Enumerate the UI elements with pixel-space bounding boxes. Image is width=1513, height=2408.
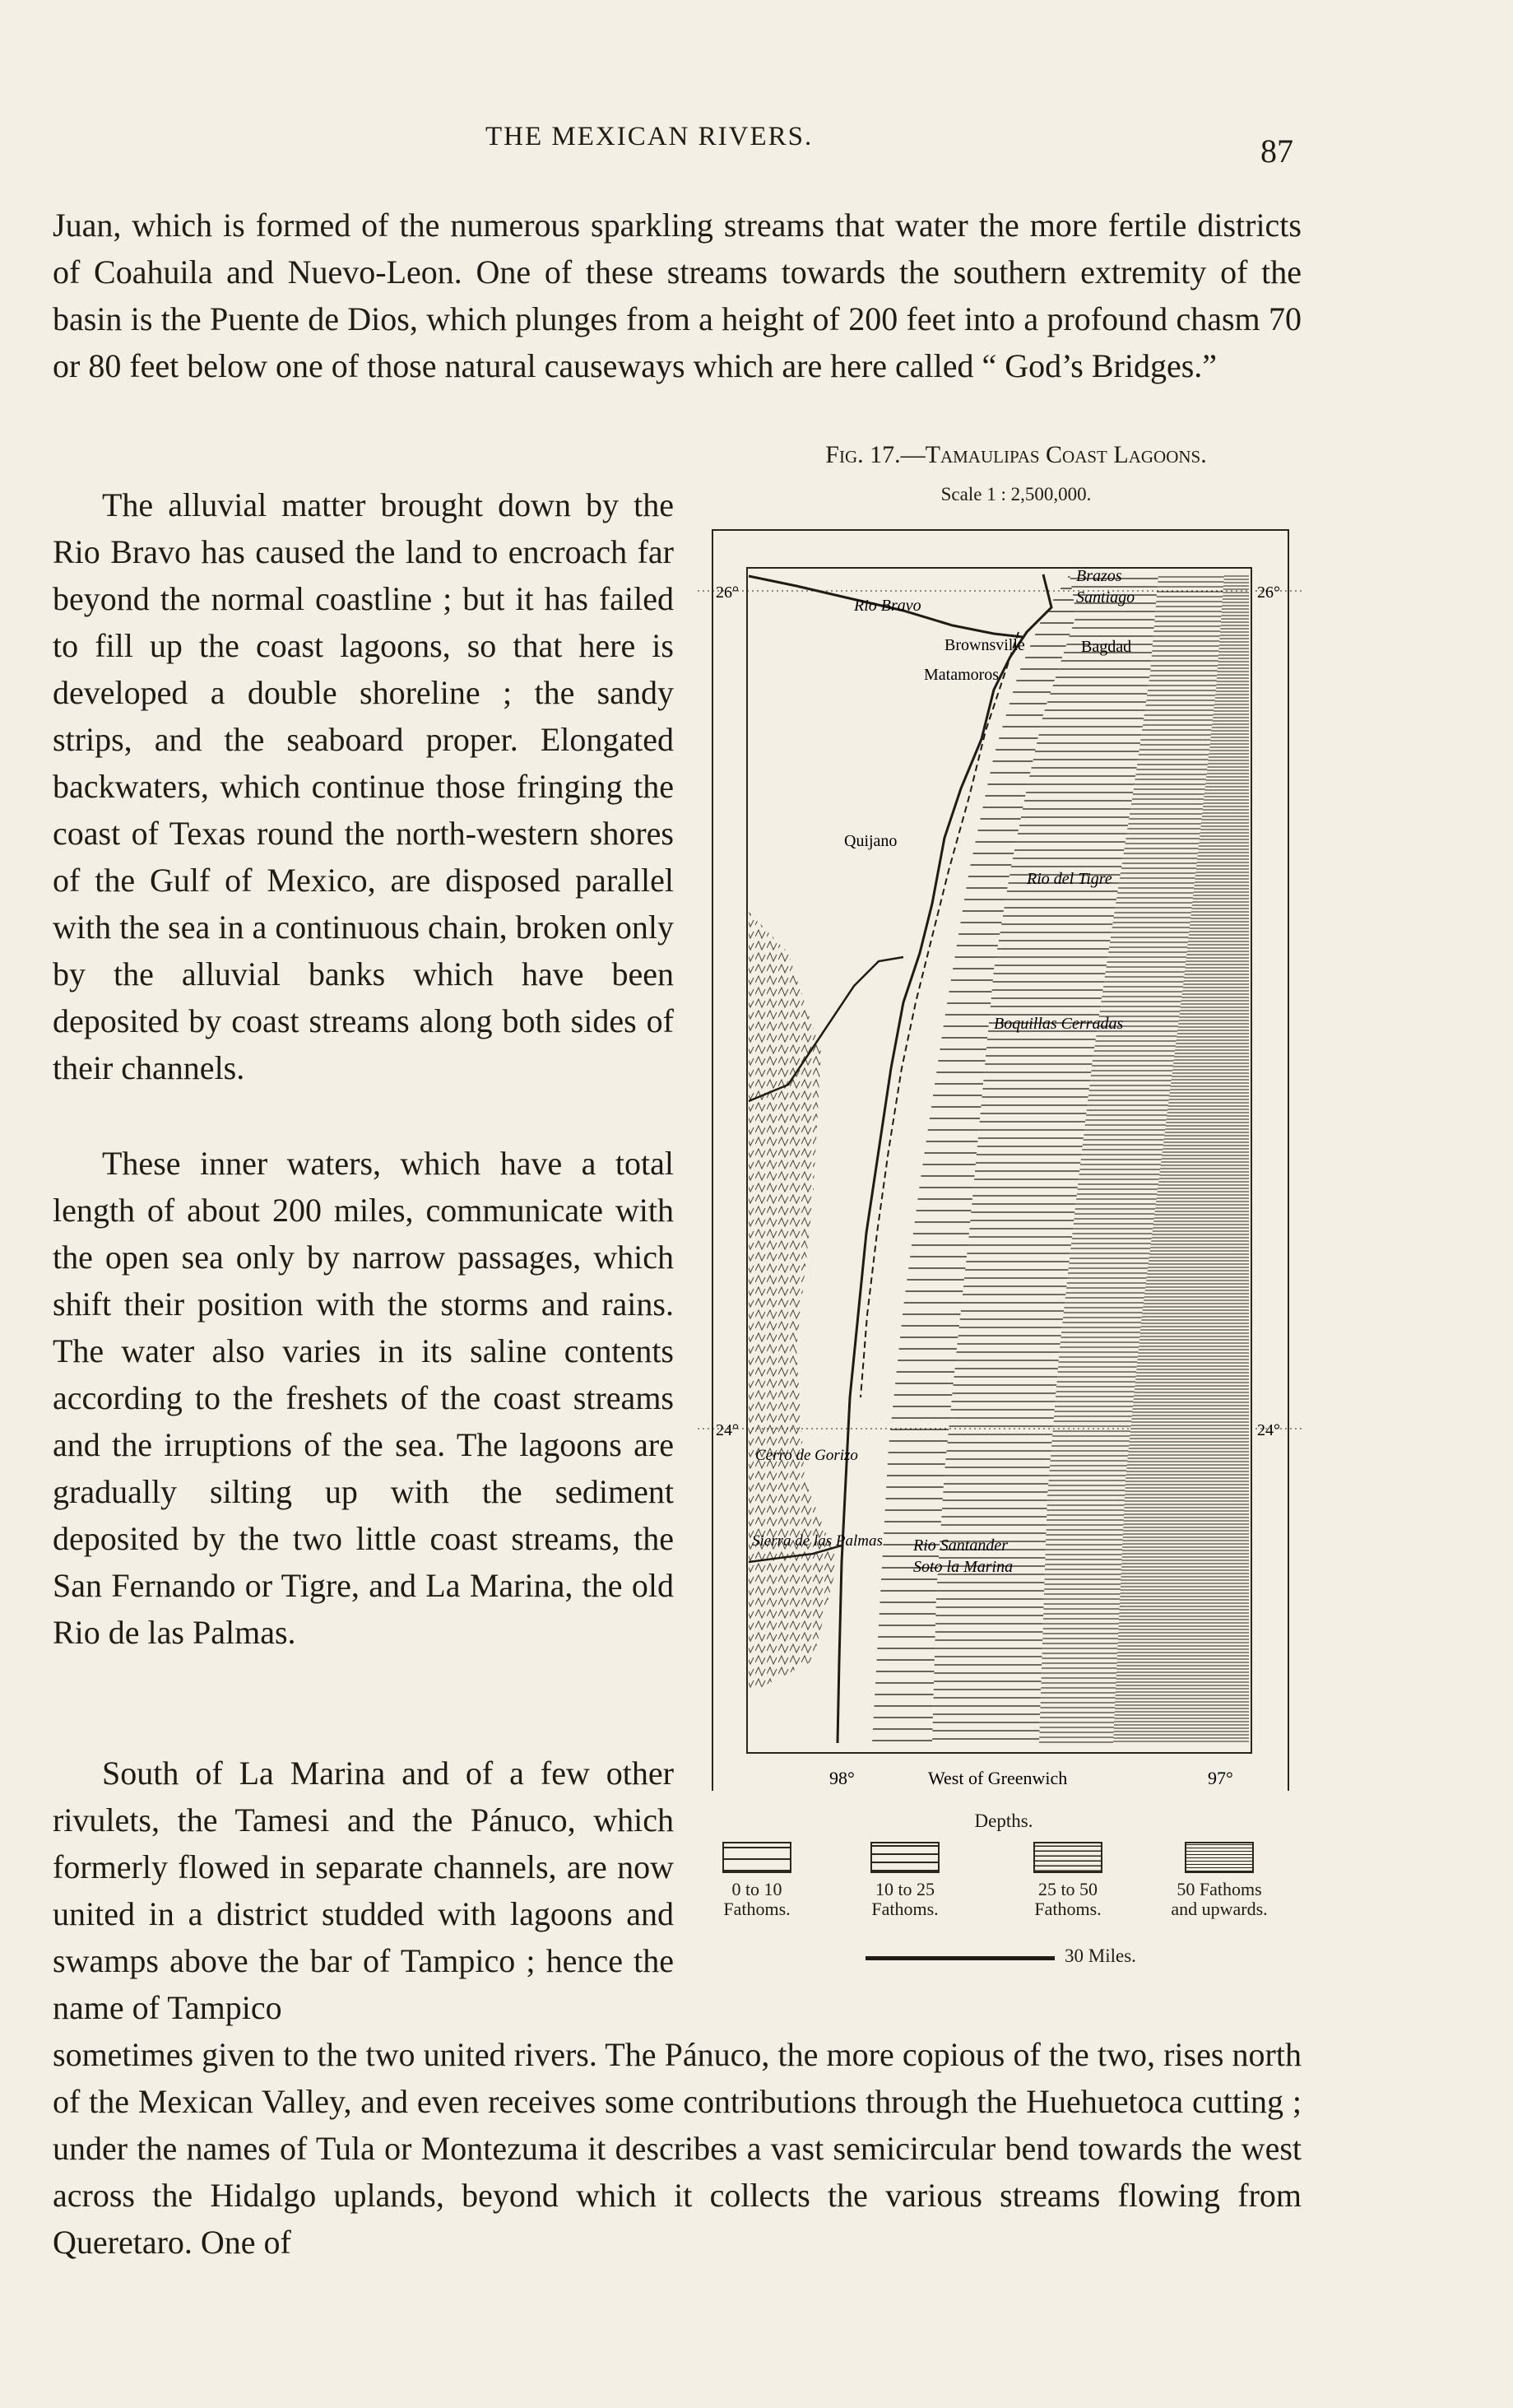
figure-scale: Scale 1 : 2,500,000. [940,484,1092,504]
legend-swatch-50-up [1185,1842,1254,1873]
paragraph-2: The alluvial matter brought down by the Rio Bravo has caused the land to encroach far beyond the normal coastline ; but it has failed to fill up the coast lagoons, so that here is developed a double shoreline ; the sandy strips, and the seaboard proper. Elongated backwaters, which continue those fringing the coast of Texas round the north-western shores of the Gulf of Mexico, are disposed parallel with the sea in a continuous chain, broken only by the alluvial banks which have been deposited by coast streams along both sides of their channels. [53,486,674,1086]
lat-24-left-label: 24° [716,1421,739,1439]
map-label-rio-santander: Rio Santander [913,1536,1008,1555]
scale-bar [866,1956,1055,1960]
paragraph-1: Juan, which is formed of the numerous sparkling streams that water the more fertile districts of Coahuila and Nuevo-Leon. One of these streams towards the southern extremity of the basin is the Puente de Dios, which plunges from a height of 200 feet into a profound chasm 70 or 80 feet below one of those natural causeways which are here called “ God’s Bridges.” [53,207,1302,384]
map-label-santiago: Santiago [1076,588,1135,607]
lat-26-left-label: 26° [716,583,739,602]
paragraph-4: South of La Marina and of a few other rivulets, the Tamesi and the Pánuco, which formerly flowed in separate channels, are now united in a district studded with lagoons and swamps above the bar of Tampico ; hence the name of Tampico [53,1755,674,2026]
lon-97-label: 97° [1208,1768,1233,1788]
legend-label: 10 to 25 Fathoms. [871,1879,939,1919]
legend-item [831,1842,979,1919]
lon-98-label: 98° [829,1768,855,1788]
paragraph-3: These inner waters, which have a total length of about 200 miles, communicate with the open sea only by narrow passages, which shift their position with the storms and rains. The water also varies in its saline contents according to the freshets of the coast streams and the irruptions of the sea. The lagoons are gradually silting up with the sediment deposited by the two little coast streams, the San Fernando or Tigre, and La Marina, the old Rio de las Palmas. [53,1145,674,1651]
map-label-rio-del-tigre: Rio del Tigre [1027,870,1112,888]
legend-swatch-10-25 [870,1842,940,1873]
map-svg [698,525,1303,1791]
map-label-matamoros: Matamoros [924,666,1000,684]
west-of-greenwich-label: West of Greenwich [928,1768,1068,1788]
map-label-cerro-de-gorizo: Cerro de Gorizo [755,1447,858,1464]
figure-caption: Fig. 17.—Tamaulipas Coast Lagoons. [825,441,1207,468]
legend-item [1145,1842,1293,1919]
legend-item [994,1842,1142,1919]
map-label-bagdad: Bagdad [1081,638,1132,656]
map-label-soto-la-marina: Soto la Marina [913,1558,1014,1576]
lat-26-right-label: 26° [1257,583,1280,602]
page-number: 87 [1260,132,1293,170]
paragraph-5: sometimes given to the two united rivers. The Pánuco, the more copious of the two, rises north of the Mexican Valley, and even receives some contributions through the Huehuetoca cutting ; under the names of Tula or Montezuma it describes a vast semicircular bend towards the west across the Hidalgo uplands, beyond which it collects the various streams flowing from Queretaro. One of [53,2036,1302,2261]
scale-bar-label: 30 Miles. [1065,1945,1136,1966]
map-label-brazos: Brazos [1076,567,1122,585]
running-title: THE MEXICAN RIVERS. [485,122,814,151]
map-label-quijano: Quijano [844,832,898,850]
map-label-rio-bravo: Rio Bravo [854,597,921,615]
coast-lagoons-map [698,525,1303,1791]
lat-24-right-label: 24° [1257,1421,1280,1439]
map-label-brownsville: Brownsville [944,636,1025,654]
legend-label: 50 Fathoms and upwards. [1171,1879,1268,1919]
legend-swatch-25-50 [1033,1842,1102,1873]
legend-swatch-0-10 [722,1842,791,1873]
map-label-sierra-de-las-palmas: Sierra de las Palmas [752,1532,883,1550]
legend-label: 25 to 50 Fathoms. [1034,1879,1102,1919]
legend-title: Depths. [974,1811,1033,1831]
legend-label: 0 to 10 Fathoms. [723,1879,791,1919]
legend-item [683,1842,831,1919]
map-label-boquillas-cerradas: Boquillas Cerradas [994,1015,1124,1033]
